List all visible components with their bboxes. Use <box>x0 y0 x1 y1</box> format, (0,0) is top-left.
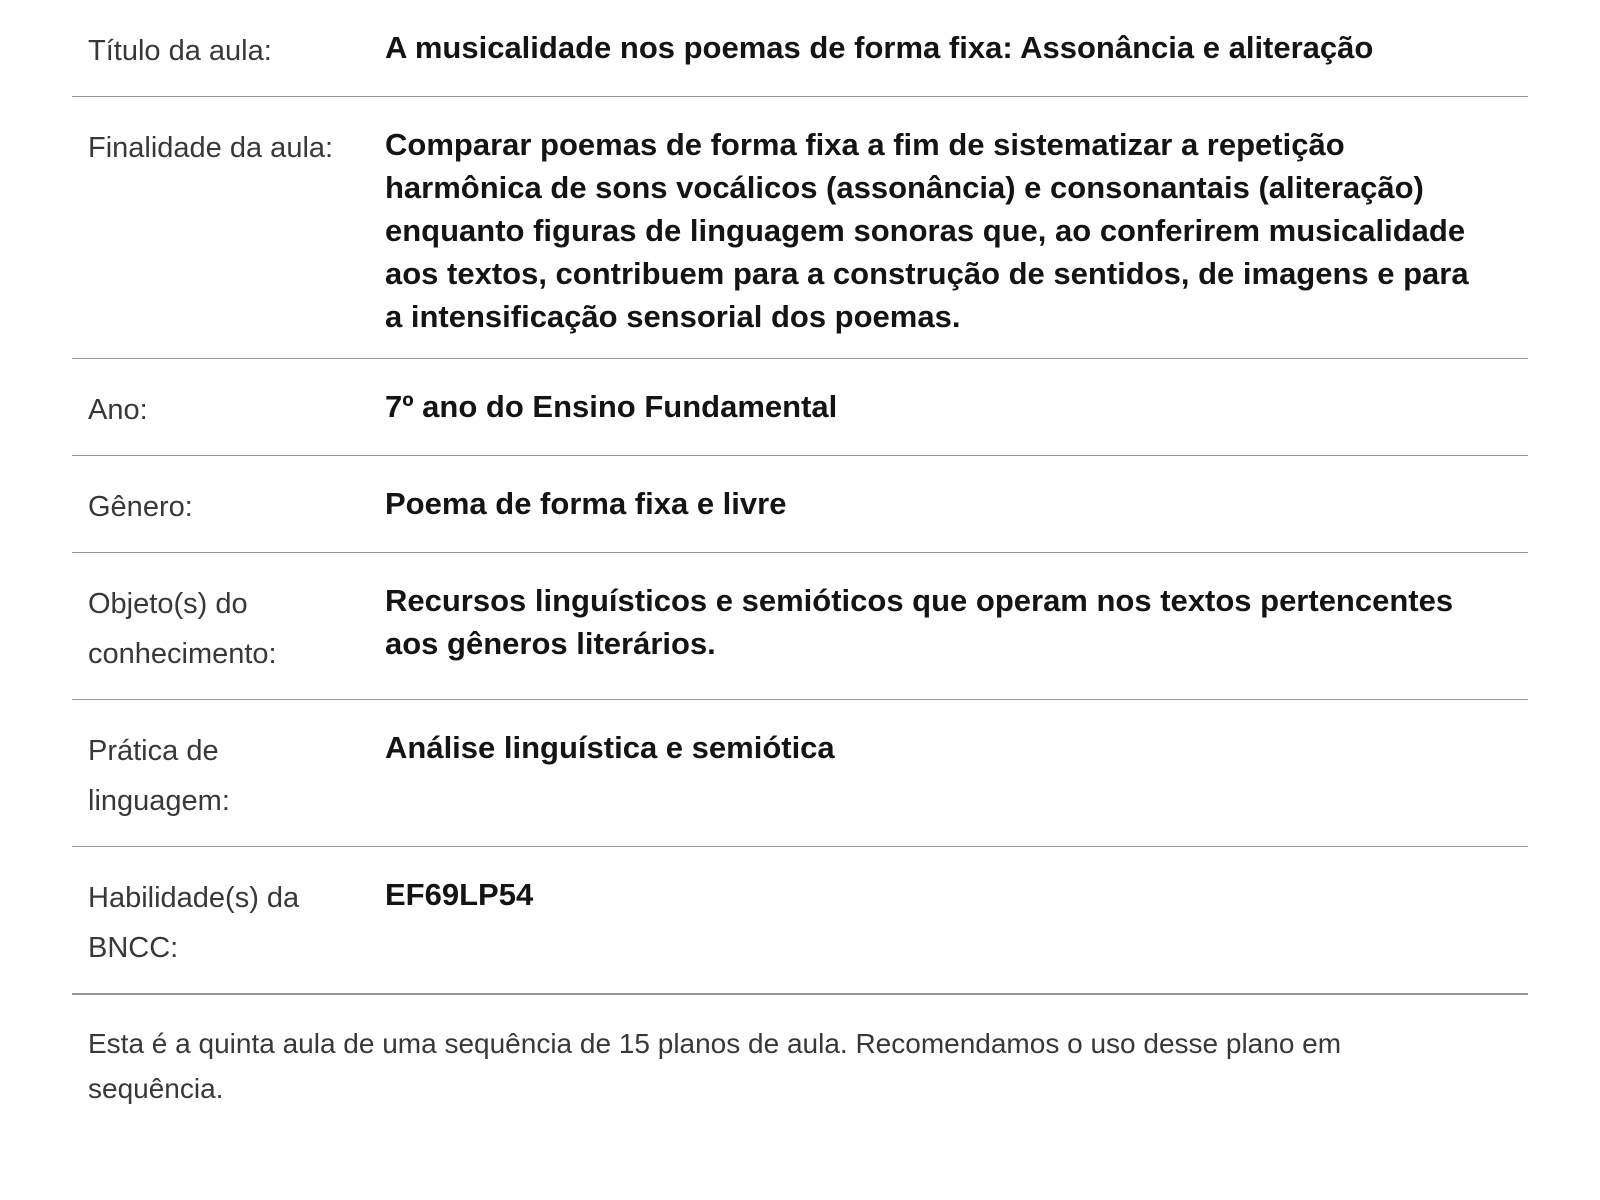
info-row-titulo <box>72 0 1528 97</box>
row-value-objeto-conhecimento: Recursos linguísticos e semióticos que operam nos textos pertencentes aos gêneros literários. <box>385 583 1454 661</box>
row-label-titulo: Título da aula: <box>88 35 272 67</box>
row-label-finalidade: Finalidade da aula: <box>88 132 334 164</box>
sequence-note: Esta é a quinta aula de uma sequência de 15 planos de aula. Recomendamos o uso desse plano em sequência. <box>88 1028 1342 1104</box>
row-label-habilidade-bncc: Habilidade(s) da BNCC: <box>88 882 300 964</box>
row-label-objeto-conhecimento: Objeto(s) do conhecimento: <box>88 588 277 670</box>
row-value-finalidade: Comparar poemas de forma fixa a fim de sistematizar a repetição harmônica de sons vocálicos (assonância) e consonantais (aliteração) enquanto figuras de linguagem sonoras que, ao conferirem musicalidade aos textos, contribuem para a construção de sentidos, de imagens e para a intensificação sensorial dos poemas. <box>385 127 1469 334</box>
lesson-info-table <box>72 0 1528 995</box>
row-value-ano: 7º ano do Ensino Fundamental <box>385 389 838 424</box>
info-row-ano <box>72 359 1528 456</box>
info-row-finalidade <box>72 97 1528 359</box>
info-row-habilidade-bncc <box>72 847 1528 995</box>
row-label-genero: Gênero: <box>88 491 193 523</box>
row-value-habilidade-bncc: EF69LP54 <box>385 877 534 912</box>
info-row-objeto-conhecimento <box>72 553 1528 700</box>
row-value-pratica-linguagem: Análise linguística e semiótica <box>385 730 835 765</box>
row-label-ano: Ano: <box>88 394 148 426</box>
row-value-titulo: A musicalidade nos poemas de forma fixa: Assonância e aliteração <box>385 30 1374 65</box>
info-row-genero <box>72 456 1528 553</box>
row-label-pratica-linguagem: Prática de linguagem: <box>88 735 230 817</box>
info-row-pratica-linguagem <box>72 700 1528 847</box>
row-value-genero: Poema de forma fixa e livre <box>385 486 787 521</box>
